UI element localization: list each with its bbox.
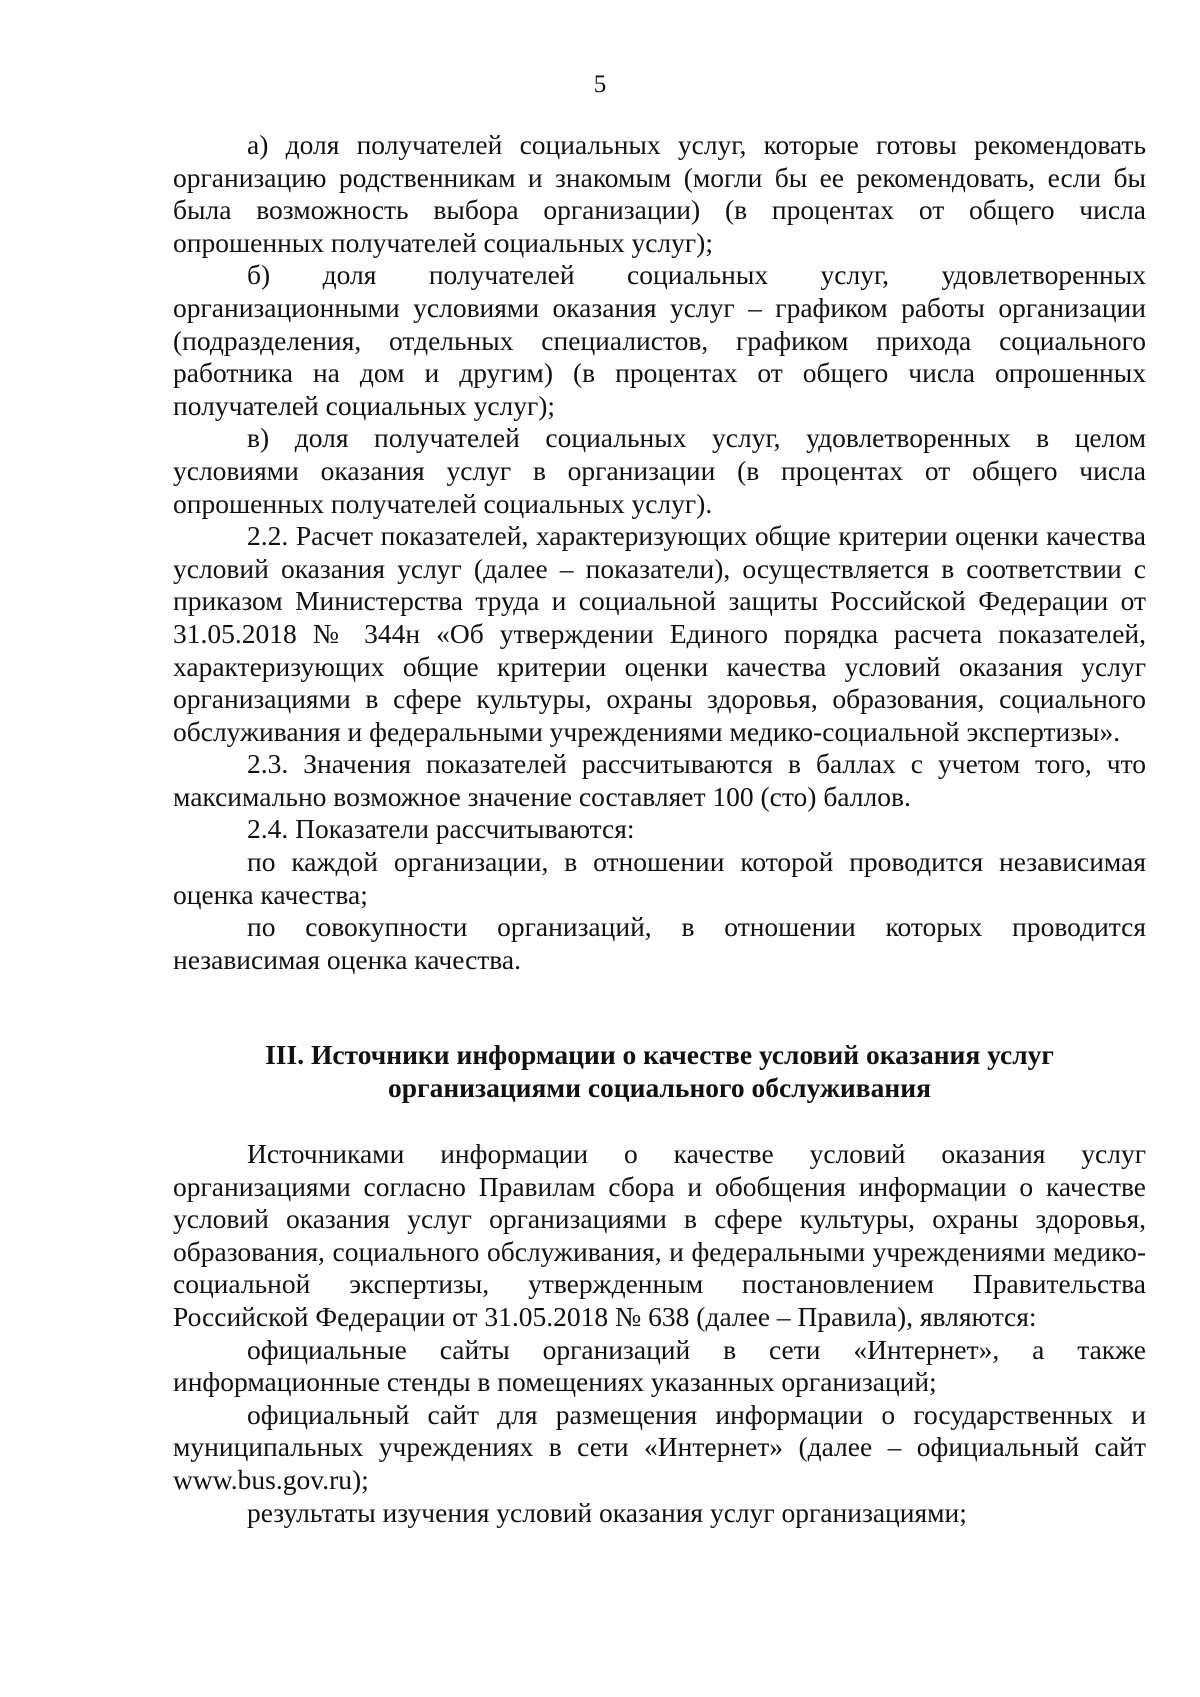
page-number: 5 (593, 71, 607, 98)
paragraph-2-2: 2.2. Расчет показателей, характеризующих общие критерии оценки качества условий оказания услуг (далее – показатели), осуществляется в соответствии с приказом Министерства труда и социальной защиты Российской Федерации от 31.05.2018 № 344н «Об утверждении Единого порядка расчета показателей, характеризующих общие критерии оценки качества условий оказания услуг организациями в сфере культуры, охраны здоровья, образования, социального обслуживания и федеральными учреждениями медико-социальной экспертизы». (173, 520, 1146, 747)
paragraph-each-organization: по каждой организации, в отношении которой проводится независимая оценка качества; (173, 846, 1146, 910)
paragraph-2-3: 2.3. Значения показателей рассчитываются в баллах с учетом того, что максимально возможное значение составляет 100 (сто) баллов. (173, 748, 1146, 812)
section-heading-line-1: III. Источники информации о качестве условий оказания услуг (265, 1039, 1054, 1070)
paragraph-a: а) доля получателей социальных услуг, которые готовы рекомендовать организацию родственникам и знакомым (могли бы ее рекомендовать, если бы была возможность выбора организации) (в процентах от общего числа опрошенных получателей социальных услуг); (173, 129, 1146, 258)
paragraph-b: б) доля получателей социальных услуг, удовлетворенных организационными условиями оказания услуг – графиком работы организации (подразделения, отдельных специалистов, графиком прихода социального работника на дом и другим) (в процентах от общего числа опрошенных получателей социальных услуг); (173, 259, 1146, 421)
paragraph-bus-gov-site: официальный сайт для размещения информации о государственных и муниципальных учреждениях в сети «Интернет» (далее – официальный сайт www.bus.gov.ru); (173, 1398, 1146, 1495)
paragraph-study-results: результаты изучения условий оказания услуг организациями; (247, 1496, 967, 1528)
section-heading (173, 1038, 1146, 1104)
paragraph-official-sites: официальные сайты организаций в сети «Интернет», а также информационные стенды в помещениях указанных организаций; (173, 1333, 1146, 1398)
paragraph-v: в) доля получателей социальных услуг, удовлетворенных в целом условиями оказания услуг в организации (в процентах от общего числа опрошенных получателей социальных услуг). (173, 422, 1146, 519)
body-text-bottom (173, 1138, 1146, 1529)
section-heading-line-2: организациями социального обслуживания (388, 1072, 931, 1103)
paragraph-sources: Источниками информации о качестве условий оказания услуг организациями согласно Правилам сбора и обобщения информации о качестве условий оказания услуг организациями в сфере культуры, охраны здоровья, образования, социального обслуживания, и федеральными учреждениями медико-социальной экспертизы, утвержденным постановлением Правительства Российской Федерации от 31.05.2018 № 638 (далее – Правила), являются: (173, 1138, 1146, 1332)
paragraph-all-organizations: по совокупности организаций, в отношении которых проводится независимая оценка качества. (173, 911, 1146, 975)
body-text-top (173, 129, 1146, 976)
paragraph-2-4: 2.4. Показатели рассчитываются: (247, 813, 635, 845)
